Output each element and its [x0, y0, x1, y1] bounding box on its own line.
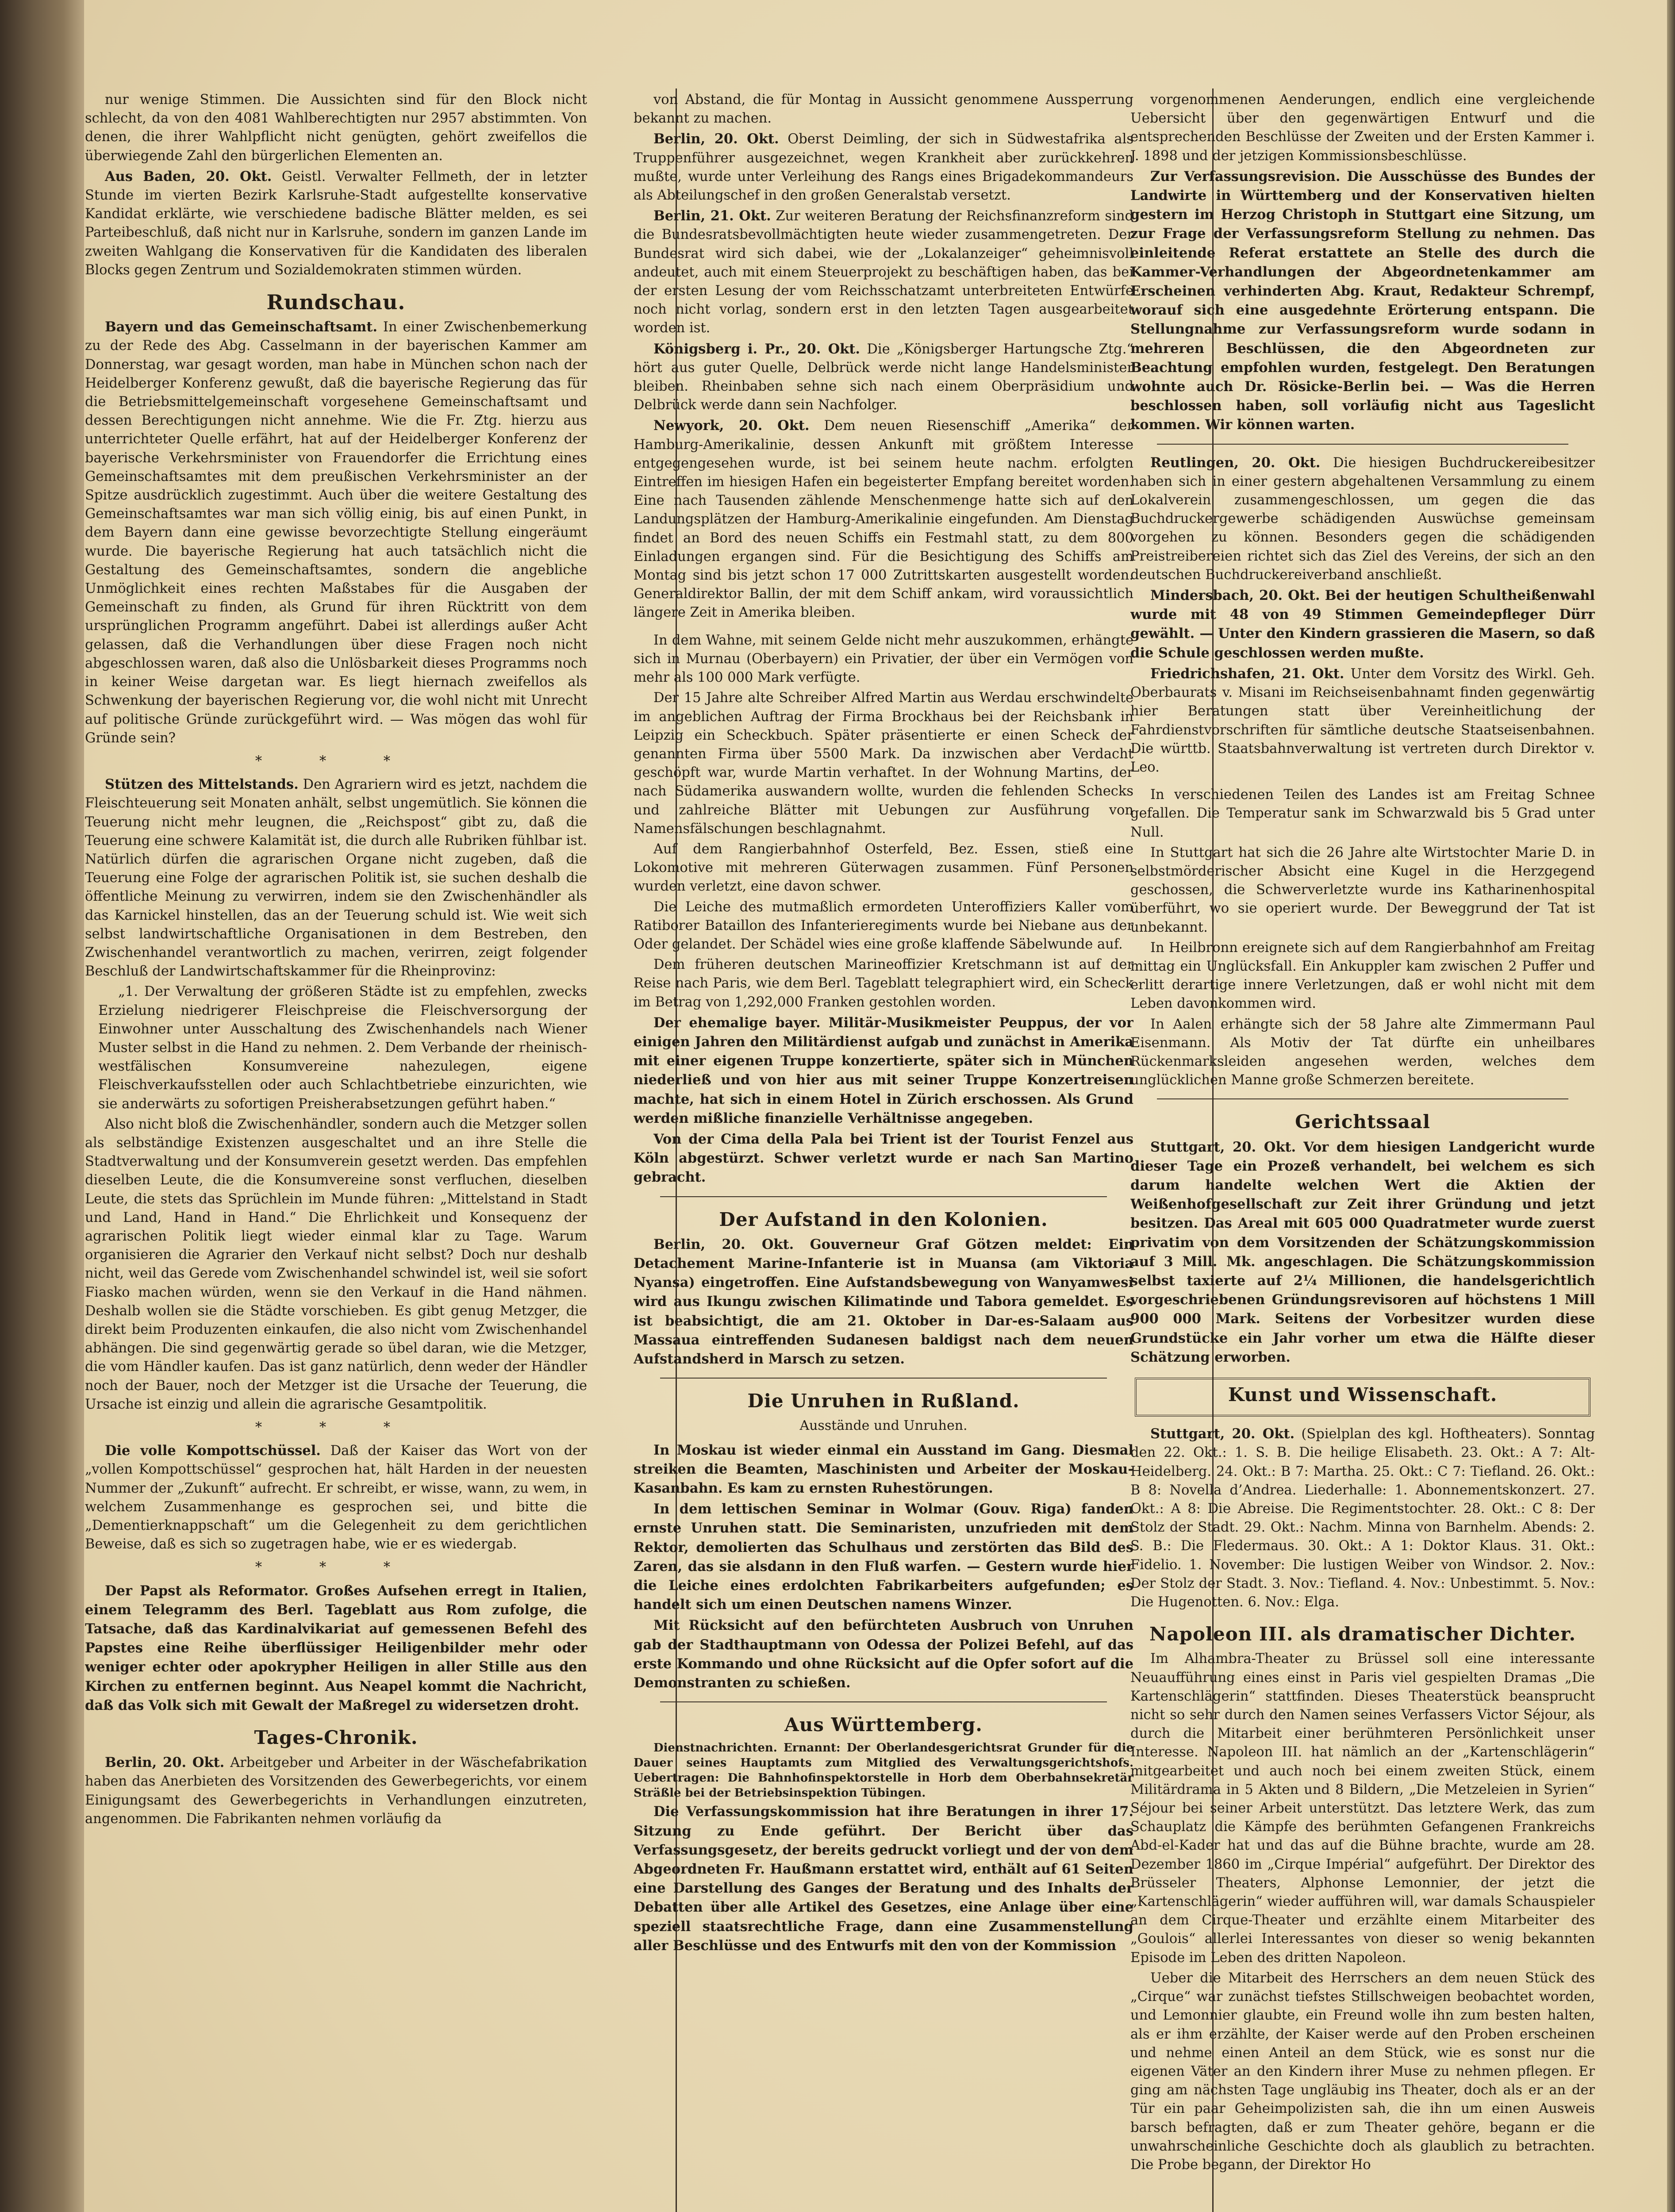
dateline: Newyork, 20. Okt.: [653, 418, 810, 434]
dateline: Königsberg i. Pr., 20. Okt.: [653, 341, 860, 357]
article-text: In dem Wahne, mit seinem Gelde nicht mehr auszukommen, erhängte sich in Murnau (Oberbayern) ein Privatier, der über ein Vermögen von mehr als 100 000 Mark verfügte.: [634, 632, 1133, 686]
article-heading: Die volle Kompottschüssel.: [105, 1443, 321, 1459]
article-body: Dem neuen Riesenschiff „Amerika“ der Hamburg-Amerikalinie, dessen Ankunft mit größtem Interesse entgegengesehen wurde, ist bei seinem heute nachm. erfolgten Eintreffen im hiesigen Hafen ein begeisterter Empfang bereitet worden. Eine nach Tausenden zählende Menschenmenge hatte sich auf den Landungsplätzen der Hamburg-Amerikalinie eingefunden. Am Dienstag findet an Bord des neuen Schiffs ein Festmahl statt, zu dem 800 Einladungen ergangen sind. Für die Besichtigung des Schiffs am Montag sind bis jetzt schon 17 000 Zutrittskarten ausgestellt worden. Generaldirektor Ballin, der mit dem Schiff ankam, wird voraussichtlich längere Zeit in Amerika bleiben.: [634, 418, 1133, 621]
article-text: Ueber die Mitarbeit des Herrschers an dem neuen Stück des „Cirque“ war zunächst tiefstes Stillschweigen beobachtet worden, und Lemonnier glaubte, ein Freund wolle ihn zum besten halten, als er ihm erzählte, der Kaiser werde auf den Proben erscheinen und nehme einen Anteil an dem Stück, wie es sonst nur die eigenen Väter an den Kindern ihrer Muse zu nehmen pflegen. Er ging am nächsten Tage ungläubig ins Theater, doch als er an der Tür ein paar Geheimpolizisten sah, die ihn um einen Ausweis barsch befragten, daß er zum Theater gehöre, begann er die unwahrscheinliche Geschichte doch als glaublich zu betrachten. Die Probe begann, der Direktor Ho: [1130, 1970, 1595, 2173]
article-text: In Stuttgart hat sich die 26 Jahre alte Wirtstochter Marie D. in selbstmörderischer Absicht eine Kugel in die Herzgegend geschossen, die Schwerverletzte wurde ins Katharinenhospital überführt, wo sie operiert wurde. Der Beweggrund der Tat ist unbekannt.: [1130, 845, 1595, 935]
divider: [1157, 444, 1568, 445]
article-body: Zur weiteren Beratung der Reichsfinanzreform sind die Bundesratsbevollmächtigten heute wieder zusammengetreten. Der Bundesrat wird sich dabei, wie der „Lokalanzeiger“ geheimnisvoll andeutet, auch mit einem Steuerprojekt zu beschäftigen haben, das bei der ersten Lesung der vom Reichsschatzamt unterbreiteten Entwürfe noch nicht vorlag, sondern erst in den letzten Tagen ausgearbeitet worden ist.: [634, 208, 1133, 336]
article-body: Daß der Kaiser das Wort von der „vollen Kompottschüssel“ gesprochen hat, hält Harden in der neuesten Nummer der „Zukunft“ aufrecht. Er schreibt, er wisse, wann, zu wem, in welchem Zusammenhange es gesprochen sei, und bitte die „Dementierknappschaft“ um die Gelegenheit zu dem gerichtlichen Beweise, daß es sich so zugetragen habe, wie er es wiedergab.: [85, 1443, 587, 1552]
article-body: Geistl. Verwalter Fellmeth, der in letzter Stunde im vierten Bezirk Karlsruhe-Stadt aufgestellte konservative Kandidat erklärte, wie verschiedene badische Blätter melden, es sei Parteibeschluß, daß nicht nur in Karlsruhe, sondern im ganzen Lande im zweiten Wahlgang die Konservativen für die Kandidaten des liberalen Blocks gegen Zentrum und Sozialdemokraten stimmen würden.: [85, 169, 587, 278]
divider: [660, 1378, 1107, 1379]
dateline: Berlin, 21. Okt.: [653, 208, 771, 224]
article-body: Mit Rücksicht auf den befürchteten Ausbruch von Unruhen gab der Stadthauptmann von Odessa der Polizei Befehl, auf das erste Kommando und ohne Rücksicht auf die Opfer sofort auf die Demonstranten zu schießen.: [634, 1617, 1133, 1691]
article-text: [1130, 167, 1595, 435]
section-heading: Napoleon III. als dramatischer Dichter.: [1149, 1623, 1576, 1645]
article-text: In Aalen erhängte sich der 58 Jahre alte Zimmermann Paul Eisenmann. Als Motiv der Tat dürfte ein unheilbares Rückenmarksleiden angesehen werden, welches dem unglücklichen Manne große Schmerzen bereitete.: [1130, 1016, 1595, 1088]
article-text: [85, 1441, 587, 1554]
quote-text: „1. Der Verwaltung der größeren Städte ist zu empfehlen, zwecks Erzielung niedrigerer Fleischpreise die Fleischversorgung der Einwohner unter Ausschaltung des Zwischenhandels nach Wiener Muster selbst in die Hand zu nehmen. 2. Dem Verbande der rheinisch-westfälischen Konsumvereine nahezulegen, eigene Fleischverkaufsstellen oder auch Schlachtbetriebe einzurichten, wie sie anderwärts zu sofortigen Preisherabsetzungen geführt haben.“: [98, 984, 587, 1112]
article-heading: Zur Verfassungsrevision.: [1150, 168, 1341, 184]
article-text: Dem früheren deutschen Marineoffizier Kretschmann ist auf der Reise nach Paris, wie dem Berl. Tageblatt telegraphiert wird, ein Scheck im Betrag von 1,292,000 Franken gestohlen worden.: [634, 957, 1133, 1010]
section-heading: Tages-Chronik.: [254, 1727, 418, 1749]
framed-box: [1135, 1378, 1590, 1417]
article-text: [1130, 1138, 1595, 1367]
article-text: [1130, 453, 1595, 584]
article-text: von Abstand, die für Montag in Aussicht genommene Aussperrung bekannt zu machen.: [634, 92, 1133, 127]
article-text: [85, 318, 587, 748]
article-body: Die Verfassungskommission hat ihre Beratungen in ihrer 17. Sitzung zu Ende geführt. Der Bericht über das Verfassungsgesetz, der bereits gedruckt vorliegt und der von dem Abgeordneten Fr. Haußmann erstattet wird, enthält auf 61 Seiten eine Darstellung des Ganges der Beratung und des Inhalts der Debatten über alle Artikel des Gesetzes, eine Anlage über eine speziell staatsrechtliche Frage, dann eine Zusammenstellung aller Beschlüsse und des Entwurfs mit den von der Kommission: [634, 1804, 1133, 1954]
article-body: Die hiesigen Buchdruckereibesitzer haben sich in einer gestern abgehaltenen Versammlung zu einem Lokalverein zusammengeschlossen, um gegen die das Buchdruckergewerbe schädigenden Auswüchse gemeinsam vorgehen zu können. Besonders gegen die schädigenden Preistreibereien richtet sich das Ziel des Vereins, der sich an den deutschen Buchdruckereiverband anschließt.: [1130, 455, 1595, 583]
article-text: [634, 1616, 1133, 1693]
column-2: [634, 91, 1133, 2212]
article-body: In dem lettischen Seminar in Wolmar (Gouv. Riga) fanden ernste Unruhen statt. Die Seminaristen, unzufrieden mit dem Rektor, demolierten das Schulhaus und zerstörten das Bild des Zaren, das sie alsdann in den Fluß warfen. — Gestern wurde hier die Leiche eines erdolchten Fabrikarbeiters aufgefunden; es handelt sich um einen Deutschen namens Winzer.: [634, 1501, 1133, 1613]
dateline: Mindersbach, 20. Okt.: [1150, 588, 1320, 604]
article-body: (Spielplan des kgl. Hoftheaters). Sonntag den 22. Okt.: 1. S. B. Die heilige Elisabeth. 23. Okt.: A 7: Alt-Heidelberg. 24. Okt.: B 7: Martha. 25. Okt.: C 7: Tiefland. 26. Okt.: B 8: Novella d’Andrea. Liederhalle: 1. Abonnementskonzert. 27. Okt.: A 8: Die Abreise. Die Regimentstochter. 28. Okt.: C 8: Der Stolz der Stadt. 29. Okt.: Nachm. Minna von Barnhelm. Abends: 2. S. B.: Die Fledermaus. 30. Okt.: A 1: Doktor Klaus. 31. Okt.: Fidelio. 1. November: Die lustigen Weiber von Windsor. 2. Nov.: Der Stolz der Stadt. 3. Nov.: Tiefland. 4. Nov.: Unbestimmt. 5. Nov.: Die Hugenotten. 6. Nov.: Elga.: [1130, 1426, 1595, 1610]
article-text: nur wenige Stimmen. Die Aussichten sind für den Block nicht schlecht, da von den 4081 Wahlberechtigten nur 2957 abstimmten. Von denen, die ihrer Wahlpflicht nicht genügten, gehört zweifellos die überwiegende Zahl den bürgerlichen Elementen an.: [85, 92, 587, 164]
article-text: Im Alhambra-Theater zu Brüssel soll eine interessante Neuaufführung eines einst in Paris viel gespielten Dramas „Die Kartenschlägerin“ stattfinden. Dieses Theaterstück beansprucht nicht so sehr durch den Namen seines Verfassers Victor Séjour, als durch die Mitarbeit einer berühmteren Persönlichkeit unser Interesse. Napoleon III. hat nämlich an der „Kartenschlägerin“ mitgearbeitet und auch noch bei einem zweiten Stück, einem Militärdrama in 5 Akten und 8 Bildern, „Die Metzeleien in Syrien“ Séjour bei seiner Arbeit unterstützt. Das letztere Werk, das zum Schauplatz die Kämpfe des berühmten Gefangenen Frankreichs Abd-el-Kader hat und das auf die Bühne brachte, wurde am 28. Dezember 1860 im „Cirque Impérial“ aufgeführt. Der Direktor des Brüsseler Theaters, Alphonse Lemonnier, der jetzt die „Kartenschlägerin“ wieder aufführen will, war damals Schauspieler an dem Cirque-Theater und erzählte einem Mitarbeiter des „Goulois“ allerlei Interessantes von dieser so wenig bekannten Episode im Leben des dritten Napoleon.: [1130, 1651, 1595, 1966]
article-body: Bei der heutigen Schultheißenwahl wurde mit 48 von 49 Stimmen Gemeindepfleger Dürr gewählt. — Unter den Kindern grassieren die Masern, so daß die Schule geschlossen werden mußte.: [1130, 588, 1595, 661]
article-text: [634, 1740, 1133, 1801]
section-heading: Die Unruhen in Rußland.: [747, 1390, 1020, 1412]
article-text: [1130, 664, 1595, 777]
dateline: Stuttgart, 20. Okt.: [1150, 1426, 1295, 1442]
article-text: [634, 130, 1133, 205]
article-text: [634, 1441, 1133, 1498]
dateline: Berlin, 20. Okt.: [653, 1236, 794, 1252]
article-text: [85, 775, 587, 981]
article-text: [1130, 1425, 1595, 1612]
section-subheading: Ausstände und Unruhen.: [799, 1418, 968, 1434]
article-body: Dienstnachrichten. Ernannt: Der Oberlandesgerichtsrat Grunder für die Dauer seines Hauptamts zum Mitglied des Verwaltungsgerichtshofs. Uebertragen: Die Bahnhofinspektorstelle in Horb dem Oberbahnsekretär Sträßle bei der Betriebsinspektion Tübingen.: [634, 1741, 1133, 1800]
article-text: [634, 1500, 1133, 1614]
section-heading: Der Aufstand in den Kolonien.: [719, 1208, 1048, 1230]
article-heading: Der Papst als Reformator.: [105, 1582, 309, 1599]
article-text: [634, 340, 1133, 415]
article-text: Auf dem Rangierbahnhof Osterfeld, Bez. Essen, stieß eine Lokomotive mit mehreren Güterwagen zusammen. Fünf Personen wurden verletzt, eine davon schwer.: [634, 841, 1133, 895]
article-text: vorgenommenen Aenderungen, endlich eine vergleichende Uebersicht über den gegenwärtigen Entwurf und die entsprechenden Beschlüsse der Zweiten und der Ersten Kammer i. J. 1898 und der jetzigen Kommissionsbeschlüsse.: [1130, 92, 1595, 164]
article-body: In Moskau ist wieder einmal ein Ausstand im Gang. Diesmal streiken die Beamten, Maschinisten und Arbeiter der Moskau-Kasanbahn. Es kam zu ernsten Ruhestörungen.: [634, 1442, 1133, 1497]
article-text: In verschiedenen Teilen des Landes ist am Freitag Schnee gefallen. Die Temperatur sank im Schwarzwald bis 5 Grad unter Null.: [1130, 787, 1595, 840]
article-text: [634, 1235, 1133, 1369]
divider: [1157, 1098, 1568, 1099]
article-body: Oberst Deimling, der sich in Südwestafrika als Truppenführer ausgezeichnet, wegen Krankheit aber zurückkehren mußte, wurde unter Verleihung des Rangs eines Brigadekommandeurs als Abteilungschef in den großen Generalstab versetzt.: [634, 131, 1133, 204]
article-heading: Stützen des Mittelstands.: [105, 776, 299, 793]
section-heading: Kunst und Wissenschaft.: [1228, 1384, 1498, 1406]
article-text: [634, 207, 1133, 338]
section-heading: Rundschau.: [266, 290, 406, 315]
section-heading: Gerichtssaal: [1295, 1111, 1430, 1133]
dateline: Berlin, 20. Okt.: [653, 131, 779, 147]
dateline: Stuttgart, 20. Okt.: [1150, 1139, 1296, 1155]
article-body: Großes Aufsehen erregt in Italien, einem Telegramm des Berl. Tageblatt aus Rom zufolge, die Tatsache, daß das Kardinalvikariat auf gemessenen Befehl des Papstes eine Reihe überflüssiger Heiligenbilder mehr oder weniger echter oder apokrypher Heiligen in aller Stille aus den Kirchen zu entfernen beginnt. Aus Neapel kommt die Nachricht, daß das Volk sich mit Gewalt der Maßregel zu widersetzen droht.: [85, 1582, 587, 1713]
article-body: Die Ausschüsse des Bundes der Landwirte in Württemberg und der Konservativen hielten gestern im Herzog Christoph in Stuttgart eine Sitzung, um zur Frage der Verfassungsreform Stellung zu nehmen. Das einleitende Referat erstattete an Stelle des durch die Kammer-Verhandlungen der Abgeordnetenkammer am Erscheinen verhinderten Abg. Kraut, Redakteur Schrempf, worauf sich eine ausgedehnte Erörterung entspann. Die Stellungnahme zur Verfassungsreform wurde sodann in mehreren Beschlüssen, die den Abgeordneten zur Beachtung empfohlen wurden, festgelegt. Den Beratungen wohnte auch Dr. Rösicke-Berlin bei. — Was die Herren beschlossen haben, soll vorläufig nicht aus Tageslicht kommen. Wir können warten.: [1130, 168, 1595, 433]
separator-stars: * * *: [255, 753, 417, 769]
divider: [660, 1196, 1107, 1197]
article-body: Unter dem Vorsitz des Wirkl. Geh. Oberbaurats v. Misani im Reichseisenbahnamt finden gegenwärtig hier Beratungen statt über Vereinheitlichung der Fahrdienstvorschriften für sämtliche deutsche Staatseisenbahnen. Die württb. Staatsbahnverwaltung ist vertreten durch Direktor v. Leo.: [1130, 666, 1595, 775]
article-text: [634, 416, 1133, 622]
article-text: [634, 1014, 1133, 1128]
article-text: [1130, 586, 1595, 663]
column-3: [1130, 91, 1595, 2212]
article-text: [634, 1130, 1133, 1187]
article-body: Den Agrariern wird es jetzt, nachdem die Fleischteuerung seit Monaten anhält, selbst ungemütlich. Sie können die Teuerung nicht mehr leugnen, die „Reichspost“ gibt zu, daß die Teuerung eine schwere Kalamität ist, die durch alle Rubriken fühlbar ist. Natürlich dürfen die agrarischen Organe nicht zugeben, daß die Teuerung eine Folge der agrarischen Politik ist, sie suchen deshalb die öffentliche Meinung zu verwirren, indem sie den Zwischenhändler als das Karnickel hinstellen, das an der Teuerung schuld ist. Wie weit sich selbst landwirtschaftliche Organisationen in dem Bestreben, den Zwischenhandel verantwortlich zu machen, verirren, zeigt folgender Beschluß der Landwirtschaftskammer für die Rheinprovinz:: [85, 777, 587, 979]
article-body: Arbeitgeber und Arbeiter in der Wäschefabrikation haben das Anerbieten des Vorsitzenden des Gewerbegerichts, vor einem Einigungsamt des Gewerbegerichts in Verhandlungen einzutreten, angenommen. Die Fabrikanten nehmen vorläufig da: [85, 1755, 587, 1827]
separator-stars: * * *: [255, 1559, 417, 1575]
article-heading: Bayern und das Gemeinschaftsamt.: [105, 319, 377, 335]
article-body: Gouverneur Graf Götzen meldet: Ein Detachement Marine-Infanterie ist in Muansa (am Viktoria Nyansa) eingetroffen. Eine Aufstandsbewegung von Wanyamwesi wird aus Ikungu zwischen Kilimatinde und Tabora gemeldet. Es ist beabsichtigt, die am 21. Oktober in Dar-es-Salaam aus Massaua eintreffenden Sudanesen baldigst nach dem neuen Aufstandsherd in Marsch zu setzen.: [634, 1236, 1133, 1367]
page-edge: [1667, 0, 1675, 2212]
divider: [660, 1701, 1107, 1702]
article-text: [85, 167, 587, 280]
dateline: Friedrichshafen, 21. Okt.: [1150, 665, 1345, 682]
dateline: Aus Baden, 20. Okt.: [105, 168, 272, 184]
article-body: Vor dem hiesigen Landgericht wurde dieser Tage ein Prozeß verhandelt, bei welchem es sich darum handelte welchen Wert die Aktien der Weißenhofgesellschaft zur Zeit ihrer Gründung und jetzt besitzen. Das Areal mit 605 000 Quadratmeter wurde zuerst privatim von dem Vorsitzenden der Schätzungskommission auf 3 Mill. Mk. angeschlagen. Die Schätzungskommission selbst taxierte auf 2¼ Millionen, die handelsgerichtlich vorgeschriebenen Gründungsrevisoren auf höchstens 1 Mill 900 000 Mark. Seitens der Vorbesitzer wurden diese Grundstücke ein Jahr vorher um etwa die Hälfte dieser Schätzung erworben.: [1130, 1139, 1595, 1365]
article-text: Der 15 Jahre alte Schreiber Alfred Martin aus Werdau erschwindelte im angeblichen Auftrag der Firma Brockhaus bei der Reichsbank in Leipzig ein Scheckbuch. Später präsentierte er einen Scheck der genannten Firma über 5500 Mark. Da inzwischen aber Verdacht geschöpft war, wurde Martin verhaftet. In der Wohnung Martins, der nach Südamerika auswandern wollte, wurden die fehlenden Schecks und zahlreiche Blätter mit Uebungen zur Ausführung von Namensfälschungen beschlagnahmt.: [634, 690, 1133, 837]
separator-stars: * * *: [255, 1420, 417, 1436]
article-text: [85, 1753, 587, 1828]
column-1: [85, 91, 587, 2212]
article-text: [85, 1582, 587, 1715]
article-text: [634, 1802, 1133, 1955]
article-text: Die Leiche des mutmaßlich ermordeten Unteroffiziers Kaller vom Ratiborer Bataillon des Infanterieregiments wurde bei Niebane aus der Oder gelandet. Der Schädel wies eine große klaffende Säbelwunde auf.: [634, 899, 1133, 952]
article-body: Der ehemalige bayer. Militär-Musikmeister Peuppus, der vor einigen Jahren den Militärdienst aufgab und zunächst in Amerika mit einer eigenen Truppe konzertierte, später sich in München niederließ und von hier aus mit seiner Truppe Konzertreisen machte, hat sich in einem Hotel in Zürich erschossen. Als Grund werden mißliche finanzielle Verhältnisse angegeben.: [634, 1014, 1133, 1126]
book-spine: [0, 0, 84, 2212]
article-body: Die „Königsberger Hartungsche Ztg.“ hört aus guter Quelle, Delbrück werde nicht lange Handelsminister bleiben. Rheinbaben sehne sich nach einem Oberpräsidium und Delbrück werde dann sein Nachfolger.: [634, 341, 1133, 413]
article-body: In einer Zwischenbemerkung zu der Rede des Abg. Casselmann in der bayerischen Kammer am Donnerstag, war gesagt worden, man habe in München schon nach der Heidelberger Konferenz gewußt, daß die bayerische Regierung das für die Betriebsmittelgemeinschaft vorgesehene Gemeinschaftsamt und dessen Berechtigungen nicht annehme. Wie die Fr. Ztg. hierzu aus unterrichteter Quelle erfährt, hat auf der Heidelberger Konferenz der bayerische Verkehrsminister von Frauendorfer die Errichtung eines Gemeinschaftsamtes mit dem preußischen Verkehrsminister an der Spitze ausdrücklich zugestimmt. Auch über die weitere Gestaltung des Gemeinschaftsamtes war man sich völlig einig, bis auf einen Punkt, in dem Bayern dann eine gewisse bevorzechtigte Stellung eingeräumt wurde. Die bayerische Regierung hat auch tatsächlich nicht die Gestaltung des Gemeinschaftsamtes, sondern die angebliche Unmöglichkeit eines rechten Maßstabes für die Ausgaben der Gemeinschaft zu finden, als Grund für ihren Rücktritt von dem ursprünglichen Programm angeführt. Dabei ist allerdings außer Acht gelassen, daß die Verhandlungen über diese Fragen noch nicht abgeschlossen waren, daß also die Unlösbarkeit dieses Programms noch in keiner Weise dargetan war. Es liegt hiernach zweifellos als Schwenkung der bayerischen Regierung vor, die wohl nicht mit Unrecht auf politische Gründe zurückgeführt wird. — Was mögen das wohl für Gründe sein?: [85, 319, 587, 746]
dateline: Berlin, 20. Okt.: [105, 1755, 225, 1771]
dateline: Reutlingen, 20. Okt.: [1150, 454, 1321, 471]
article-text: Also nicht bloß die Zwischenhändler, sondern auch die Metzger sollen als selbständige Existenzen ausgeschaltet und an ihre Stelle die Stadtverwaltung und der Konsumverein gesetzt werden. Das empfehlen dieselben Leute, die die Konsumvereine sonst verfluchen, dieselben Leute, die stets das Sprüchlein im Munde führen: „Mittelstand in Stadt und Land, Hand in Hand.“ Die Ehrlichkeit und Konsequenz der agrarischen Politik liegt wieder einmal klar zu Tage. Warum organisieren die Agrarier den Verkauf nicht selbst? Doch nur deshalb nicht, weil das Gerede vom Zwischenhandel schwindel ist, weil sie sofort Fiasko machen würden, wenn sie den Verkauf in die Hand nähmen. Deshalb wollen sie die Städte vorschieben. Es gibt genug Metzger, die direkt beim Produzenten einkaufen, die also nicht vom Zwischenhandel abhängen. Die sind gegenwärtig gerade so übel daran, wie die Metzger, die vom Händler kaufen. Das ist ganz natürlich, denn weder der Händler noch der Bauer, noch der Metzger ist die Ursache der Teuerung, die Ursache ist einzig und allein die agrarische Gesamtpolitik.: [85, 1116, 587, 1412]
article-text: In Heilbronn ereignete sich auf dem Rangierbahnhof am Freitag mittag ein Unglücksfall. Ein Ankuppler kam zwischen 2 Puffer und erlitt derartige innere Verletzungen, daß er wohl nicht mit dem Leben davonkommen wird.: [1130, 940, 1595, 1012]
section-heading: Aus Württemberg.: [784, 1714, 983, 1736]
article-body: Von der Cima della Pala bei Trient ist der Tourist Fenzel aus Köln abgestürzt. Schwer verletzt wurde er nach San Martino gebracht.: [634, 1131, 1133, 1186]
